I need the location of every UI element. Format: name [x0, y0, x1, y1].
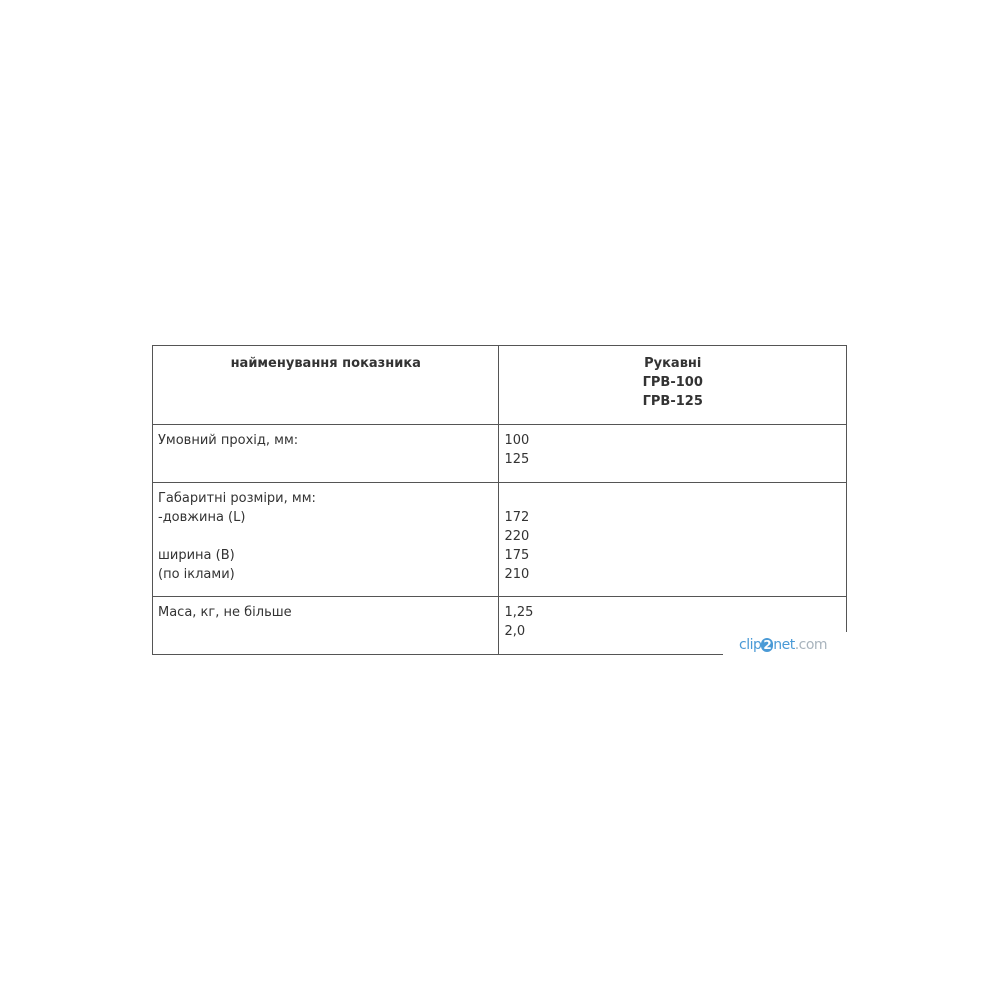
value-cell [499, 425, 847, 483]
header-product-line: Рукавні [644, 356, 702, 371]
value-line: 125 [504, 452, 530, 467]
parameter-label: Умовний прохід, мм: [158, 433, 299, 448]
parameter-cell [153, 597, 499, 655]
value-line: 210 [504, 567, 530, 582]
clip2net-watermark [723, 632, 847, 658]
watermark-clip-text: clip [739, 637, 762, 653]
spec-table [152, 345, 847, 655]
parameter-label: Маса, кг, не більше [158, 605, 292, 620]
parameter-cell [153, 425, 499, 483]
header-cell-parameter [153, 346, 499, 425]
parameter-label: Габаритні розміри, мм: [158, 491, 316, 506]
value-line: 172 [504, 510, 530, 525]
watermark-two-badge: 2 [763, 638, 772, 652]
watermark-com-text: .com [794, 637, 828, 653]
parameter-label: (по іклами) [158, 567, 235, 582]
header-cell-product [499, 346, 847, 425]
header-product-line: ГРВ-125 [642, 394, 703, 409]
blank-line [504, 489, 841, 508]
parameter-label: -довжина (L) [158, 510, 246, 525]
value-line: 100 [504, 433, 530, 448]
table-row [153, 425, 847, 483]
parameter-cell [153, 483, 499, 597]
value-cell [499, 483, 847, 597]
blank-line [158, 527, 493, 546]
value-line: 220 [504, 529, 530, 544]
table-row [153, 483, 847, 597]
parameter-label: ширина (B) [158, 548, 235, 563]
table-header-row [153, 346, 847, 425]
value-line: 2,0 [504, 624, 526, 639]
header-parameter-label: найменування показника [230, 356, 421, 371]
value-line: 1,25 [504, 605, 534, 620]
header-product-line: ГРВ-100 [642, 375, 703, 390]
watermark-net-text: net [773, 637, 795, 653]
value-line: 175 [504, 548, 530, 563]
